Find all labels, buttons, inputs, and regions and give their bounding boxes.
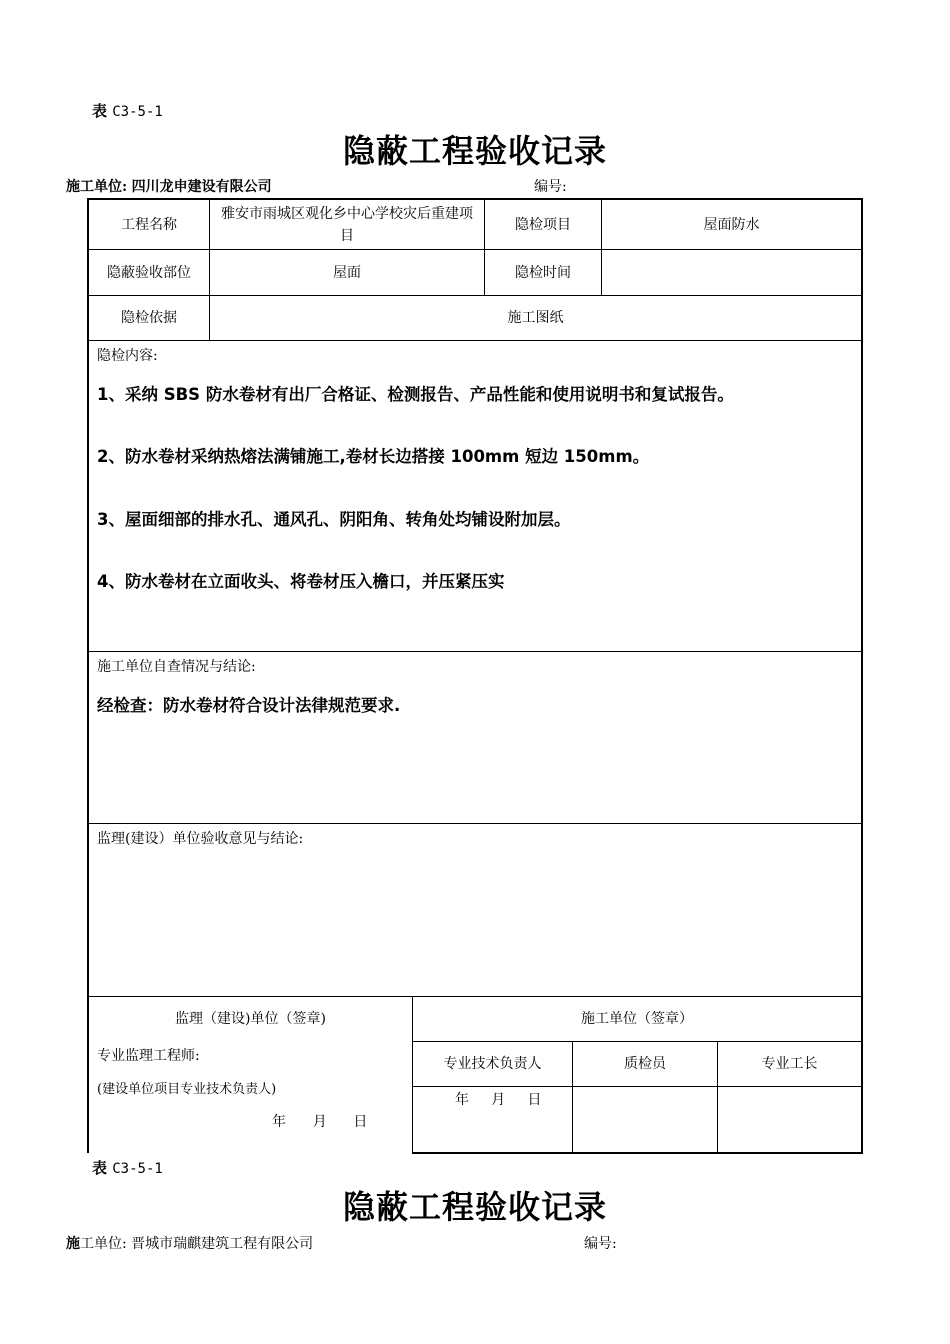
supervision-seal-label: 监理（建设)单位（签章)	[175, 1011, 326, 1027]
content-item-2: 2、防水卷材采纳热熔法满铺施工,卷材长边搭接 100mm 短边 150mm。	[97, 447, 650, 466]
serial-label-2: 编号:	[584, 1236, 617, 1252]
serial-label: 编号:	[534, 179, 567, 195]
content-item-3: 3、屋面细部的排水孔、通风孔、阴阳角、转角处均铺设附加层。	[97, 510, 571, 529]
form-code-number: C3-5-1	[112, 1161, 163, 1177]
inspection-time-value	[602, 250, 861, 295]
contractor-seal-label: 施工单位（签章）	[581, 1011, 693, 1027]
inspection-time-label: 隐检时间	[515, 264, 571, 281]
content-item-4: 4、防水卷材在立面收头、将卷材压入檐口，并压紧压实	[97, 572, 505, 591]
self-check-label: 施工单位自查情况与结论:	[97, 659, 256, 675]
table-bottom-border	[412, 1152, 863, 1154]
basis-label: 隐检依据	[121, 310, 177, 326]
inspection-item-value: 屋面防水	[703, 216, 760, 233]
content-item-1: 1、采纳 SBS 防水卷材有出厂合格证、检测报告、产品性能和使用说明书和复试报告。	[97, 385, 734, 404]
location-label: 隐蔽验收部位	[107, 264, 191, 281]
supervision-opinion-label: 监理(建设）单位验收意见与结论:	[97, 831, 304, 847]
date-right: 年 月 日	[455, 1092, 542, 1108]
form-code-2	[92, 1157, 163, 1178]
form-code-number: C3-5-1	[112, 104, 163, 120]
page-title-2: 隐蔽工程验收记录	[342, 1188, 607, 1226]
row-divider	[88, 340, 862, 341]
form-code	[92, 100, 163, 121]
form-code-prefix: 表	[92, 1159, 108, 1177]
inspection-item-label: 隐检项目	[515, 216, 571, 233]
content-label: 隐检内容:	[97, 348, 158, 364]
supervising-engineer-label: 专业监理工程师:	[97, 1048, 200, 1064]
row-divider	[412, 1086, 862, 1087]
date-left: 年 月 日	[272, 1114, 368, 1130]
quality-inspector-label: 质检员	[624, 1056, 666, 1072]
construction-unit-value: 四川龙申建设有限公司	[131, 179, 272, 195]
table-right-border	[861, 198, 863, 1153]
row-divider	[88, 823, 862, 824]
project-name-label: 工程名称	[121, 216, 177, 233]
construction-unit-label-rest: 工单位:	[80, 1236, 127, 1252]
page-title: 隐蔽工程验收记录	[342, 132, 607, 170]
construction-unit-label-bold: 施	[66, 1236, 80, 1252]
construction-unit-label: 施工单位:	[66, 179, 128, 195]
form-code-prefix: 表	[92, 102, 108, 120]
location-value: 屋面	[333, 264, 361, 281]
foreman-label: 专业工长	[761, 1056, 818, 1072]
construction-unit-line	[66, 176, 272, 196]
tech-lead-label: 专业技术负责人	[443, 1056, 542, 1072]
construction-unit-value-2: 晋城市瑞麒建筑工程有限公司	[131, 1236, 314, 1252]
basis-value: 施工图纸	[507, 310, 564, 326]
self-check-conclusion: 经检查：防水卷材符合设计法律规范要求.	[97, 696, 401, 715]
owner-tech-lead-label: (建设单位项目专业技术负责人)	[97, 1082, 277, 1097]
row-divider	[88, 651, 862, 652]
project-name-value: 雅安市雨城区观化乡中心学校灾后重建项目	[221, 205, 473, 244]
construction-unit-line-2	[66, 1233, 313, 1253]
